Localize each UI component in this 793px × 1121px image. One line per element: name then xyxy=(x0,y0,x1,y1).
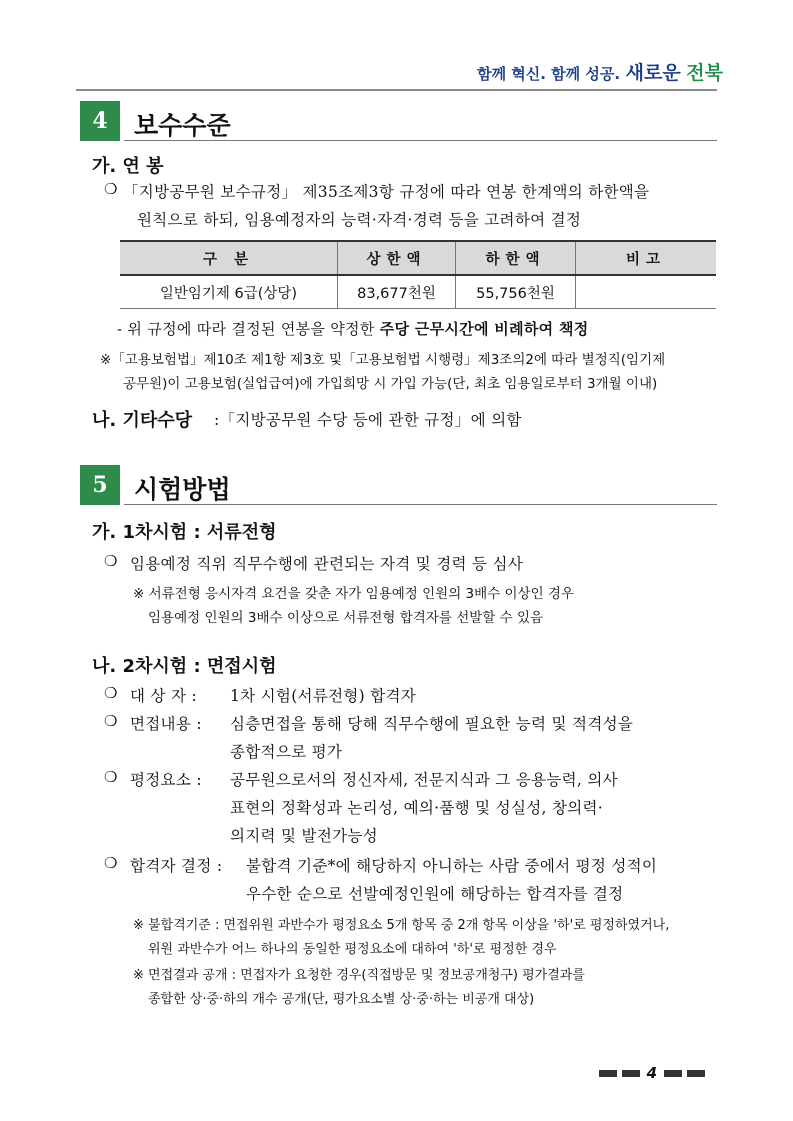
table-cell-category: 일반임기제 6급(상당) xyxy=(120,275,338,309)
content-line1: 심층면접을 통해 당해 직무수행에 필요한 능력 및 적격성을 xyxy=(230,715,634,733)
table-cell-remarks xyxy=(576,275,717,309)
table-header-upper: 상한액 xyxy=(338,241,456,275)
disclosure-note-line1: ※ 면접결과 공개 : 면접자가 요청한 경우(직접방문 및 정보공개청구) 평가결과를 xyxy=(133,968,585,983)
table-header-remarks: 비고 xyxy=(576,241,717,275)
content-line2: 종합적으로 평가 xyxy=(230,743,343,761)
slogan-part2-a: 새로운 xyxy=(625,62,681,84)
table-row xyxy=(120,275,716,309)
slogan-part2-b: 전북 xyxy=(686,62,723,84)
disclosure-note-line2: 종합한 상·중·하의 개수 공개(단, 평가요소별 상·중·하는 비공개 대상) xyxy=(148,992,535,1007)
section5-number-badge: 5 xyxy=(80,465,120,505)
decision-label: 합격자 결정 : xyxy=(130,857,223,875)
salary-desc-line1: 「지방공무원 보수규정」 제35조제3항 규정에 따라 연봉 한계액의 하한액을 xyxy=(123,183,650,201)
eval-line1: 공무원으로서의 정신자세, 전문지식과 그 응용능력, 의사 xyxy=(230,771,618,789)
allowance-text: :「지방공무원 수당 등에 관한 규정」에 의함 xyxy=(214,411,522,429)
first-exam-note-line2: 임용예정 인원의 3배수 이상으로 서류전형 합격자를 선발할 수 있음 xyxy=(148,610,544,626)
bullet-icon: ❍ xyxy=(104,180,118,198)
decision-line2: 우수한 순으로 선발예정인원에 해당하는 합격자를 결정 xyxy=(246,885,624,903)
section4-salary-heading: 가. 연 봉 xyxy=(92,156,164,177)
salary-desc-line2: 원칙으로 하되, 임용예정자의 능력·자격·경력 등을 고려하여 결정 xyxy=(137,211,582,229)
section4-title: 보수수준 xyxy=(134,111,231,140)
salary-dash-note-bold: 주당 근무시간에 비례하여 책정 xyxy=(379,320,589,338)
eval-line2: 표현의 정확성과 논리성, 예의·품행 및 성실성, 창의력· xyxy=(230,799,604,817)
bullet-icon: ❍ xyxy=(104,854,118,872)
fail-criteria-note-line1: ※ 불합격기준 : 면접위원 과반수가 평정요소 5개 항목 중 2개 항목 이상을 '하'로 평정하였거나, xyxy=(133,918,670,933)
page-number: 4 xyxy=(646,1064,657,1082)
footer-bar-icon xyxy=(664,1070,682,1077)
second-exam-heading: 나. 2차시험 : 면접시험 xyxy=(92,656,277,677)
salary-dash-note-text: - 위 규정에 따라 결정된 연봉을 약정한 xyxy=(117,320,380,338)
table-cell-lower: 55,756천원 xyxy=(456,275,576,309)
target-text: 1차 시험(서류전형) 합격자 xyxy=(230,687,417,705)
salary-table-header-row xyxy=(120,241,716,275)
bullet-icon: ❍ xyxy=(104,684,118,702)
salary-table xyxy=(120,240,716,309)
section4-underline xyxy=(124,140,717,141)
footer-bar-icon xyxy=(622,1070,640,1077)
insurance-note-line1: ※「고용보험법」제10조 제1항 제3호 및「고용보험법 시행령」제3조의2에 따라 별정직(임기제 xyxy=(100,352,666,368)
eval-line3: 의지력 및 발전가능성 xyxy=(230,827,378,845)
target-label: 대 상 자 : xyxy=(130,687,198,705)
first-exam-note-line1: ※ 서류전형 응시자격 요건을 갖춘 자가 임용예정 인원의 3배수 이상인 경우 xyxy=(133,586,575,602)
fail-criteria-note-line2: 위원 과반수가 어느 하나의 동일한 평정요소에 대하여 '하'로 평정한 경우 xyxy=(148,942,557,957)
slogan-part1: 함께 혁신. 함께 성공. xyxy=(477,65,621,83)
table-cell-upper: 83,677천원 xyxy=(338,275,456,309)
page-footer xyxy=(599,1064,705,1082)
section5-underline xyxy=(124,504,717,505)
insurance-note-line2: 공무원)이 고용보험(실업급여)에 가입희망 시 가입 가능(단, 최초 임용일로부터 3개월 이내) xyxy=(123,376,658,392)
header-slogan xyxy=(477,58,723,85)
first-exam-text: 임용예정 직위 직무수행에 관련되는 자격 및 경력 등 심사 xyxy=(130,555,524,573)
header-divider xyxy=(76,89,717,91)
table-header-category: 구 분 xyxy=(120,241,338,275)
section5-title: 시험방법 xyxy=(134,475,231,504)
content-label: 면접내용 : xyxy=(130,715,202,733)
footer-bar-icon xyxy=(687,1070,705,1077)
footer-bar-icon xyxy=(599,1070,617,1077)
allowance-heading: 나. 기타수당 xyxy=(92,410,193,431)
bullet-icon: ❍ xyxy=(104,712,118,730)
first-exam-heading: 가. 1차시험 : 서류전형 xyxy=(92,522,277,543)
eval-label: 평정요소 : xyxy=(130,771,202,789)
bullet-icon: ❍ xyxy=(104,768,118,786)
salary-dash-note xyxy=(117,318,589,339)
decision-line1: 불합격 기준*에 해당하지 아니하는 사람 중에서 평정 성적이 xyxy=(246,857,658,875)
section4-number-badge: 4 xyxy=(80,101,120,141)
bullet-icon: ❍ xyxy=(104,552,118,570)
table-header-lower: 하한액 xyxy=(456,241,576,275)
